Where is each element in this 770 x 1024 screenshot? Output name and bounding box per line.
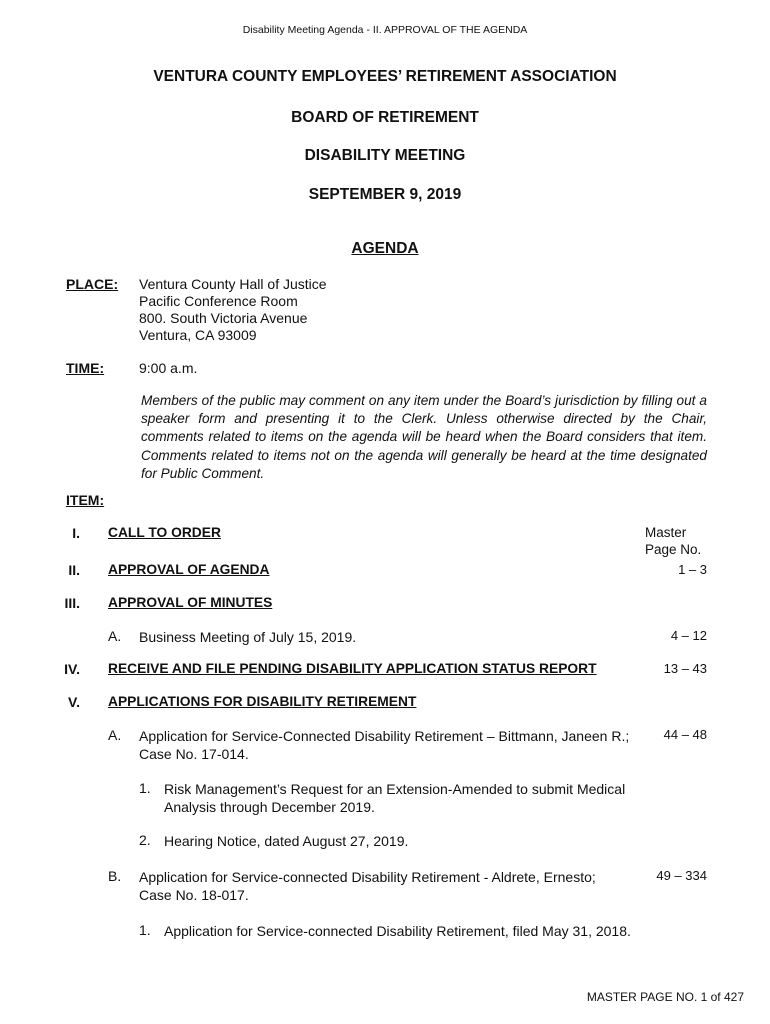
item-heading: APPROVAL OF AGENDA (108, 562, 270, 577)
place-line: Ventura, CA 93009 (139, 327, 257, 343)
place-line: Pacific Conference Room (139, 293, 298, 309)
time-value: 9:00 a.m. (139, 360, 198, 376)
sub-sub-item-text: Hearing Notice, dated August 27, 2019. (164, 833, 409, 849)
agenda-heading: AGENDA (351, 240, 419, 257)
item-heading: RECEIVE AND FILE PENDING DISABILITY APPLICATION STATUS REPORT (108, 661, 597, 676)
page-range: 4 – 12 (670, 628, 707, 643)
sub-item-text: Application for Service-Connected Disability Retirement – Bittmann, Janeen R.; Case No. 17-014. (139, 728, 630, 762)
item-number: I. (72, 525, 80, 541)
sub-sub-item-number: 1. (139, 922, 151, 938)
meeting-date: SEPTEMBER 9, 2019 (308, 186, 462, 203)
sub-item-letter: B. (108, 868, 122, 884)
running-header: Disability Meeting Agenda - II. APPROVAL OF THE AGENDA (242, 24, 528, 36)
page-range: 49 – 334 (656, 868, 707, 883)
item-number: IV. (64, 661, 80, 677)
item-number: V. (68, 694, 80, 710)
time-label: TIME: (66, 360, 105, 376)
place-label: PLACE: (66, 276, 119, 292)
public-comment-notice: Members of the public may comment on any item under the Board’s jurisdiction by filling out a speaker form and presenting it to the Clerk. Unless otherwise directed by the Chair, comments related to items on the agenda will be heard when the Board considers that item. Comments related to items not on the agenda will generally be heard at the time designated for Public Comment. (141, 393, 707, 481)
sub-sub-item-text: Risk Management’s Request for an Extension-Amended to submit Medical Analysis through December 2019. (164, 781, 626, 815)
sub-sub-item-text: Application for Service-connected Disability Retirement, filed May 31, 2018. (164, 923, 631, 939)
sub-item-text: Application for Service-connected Disability Retirement - Aldrete, Ernesto; Case No. 18-017. (139, 869, 596, 903)
organization-title: VENTURA COUNTY EMPLOYEES’ RETIREMENT ASSOCIATION (153, 68, 617, 85)
page-range: 44 – 48 (663, 727, 707, 742)
place-line: 800. South Victoria Avenue (139, 310, 308, 326)
item-number: III. (64, 595, 80, 611)
sub-item-letter: A. (108, 628, 122, 644)
item-heading: APPLICATIONS FOR DISABILITY RETIREMENT (108, 694, 417, 709)
page-range: 1 – 3 (678, 562, 707, 577)
sub-item-text: Business Meeting of July 15, 2019. (139, 629, 357, 645)
place-line: Ventura County Hall of Justice (139, 276, 327, 292)
item-heading: APPROVAL OF MINUTES (108, 595, 273, 610)
item-label: ITEM: (66, 492, 105, 508)
sub-sub-item-number: 1. (139, 780, 151, 796)
meeting-title: DISABILITY MEETING (304, 147, 466, 164)
master-page-footer: MASTER PAGE NO. 1 of 427 (586, 990, 744, 1004)
sub-item-letter: A. (108, 727, 122, 743)
page-range: 13 – 43 (663, 661, 707, 676)
master-page-label: Master Page No. (645, 525, 702, 557)
sub-sub-item-number: 2. (139, 832, 151, 848)
item-number: II. (68, 562, 80, 578)
item-heading: CALL TO ORDER (108, 525, 221, 540)
board-title: BOARD OF RETIREMENT (291, 109, 479, 126)
